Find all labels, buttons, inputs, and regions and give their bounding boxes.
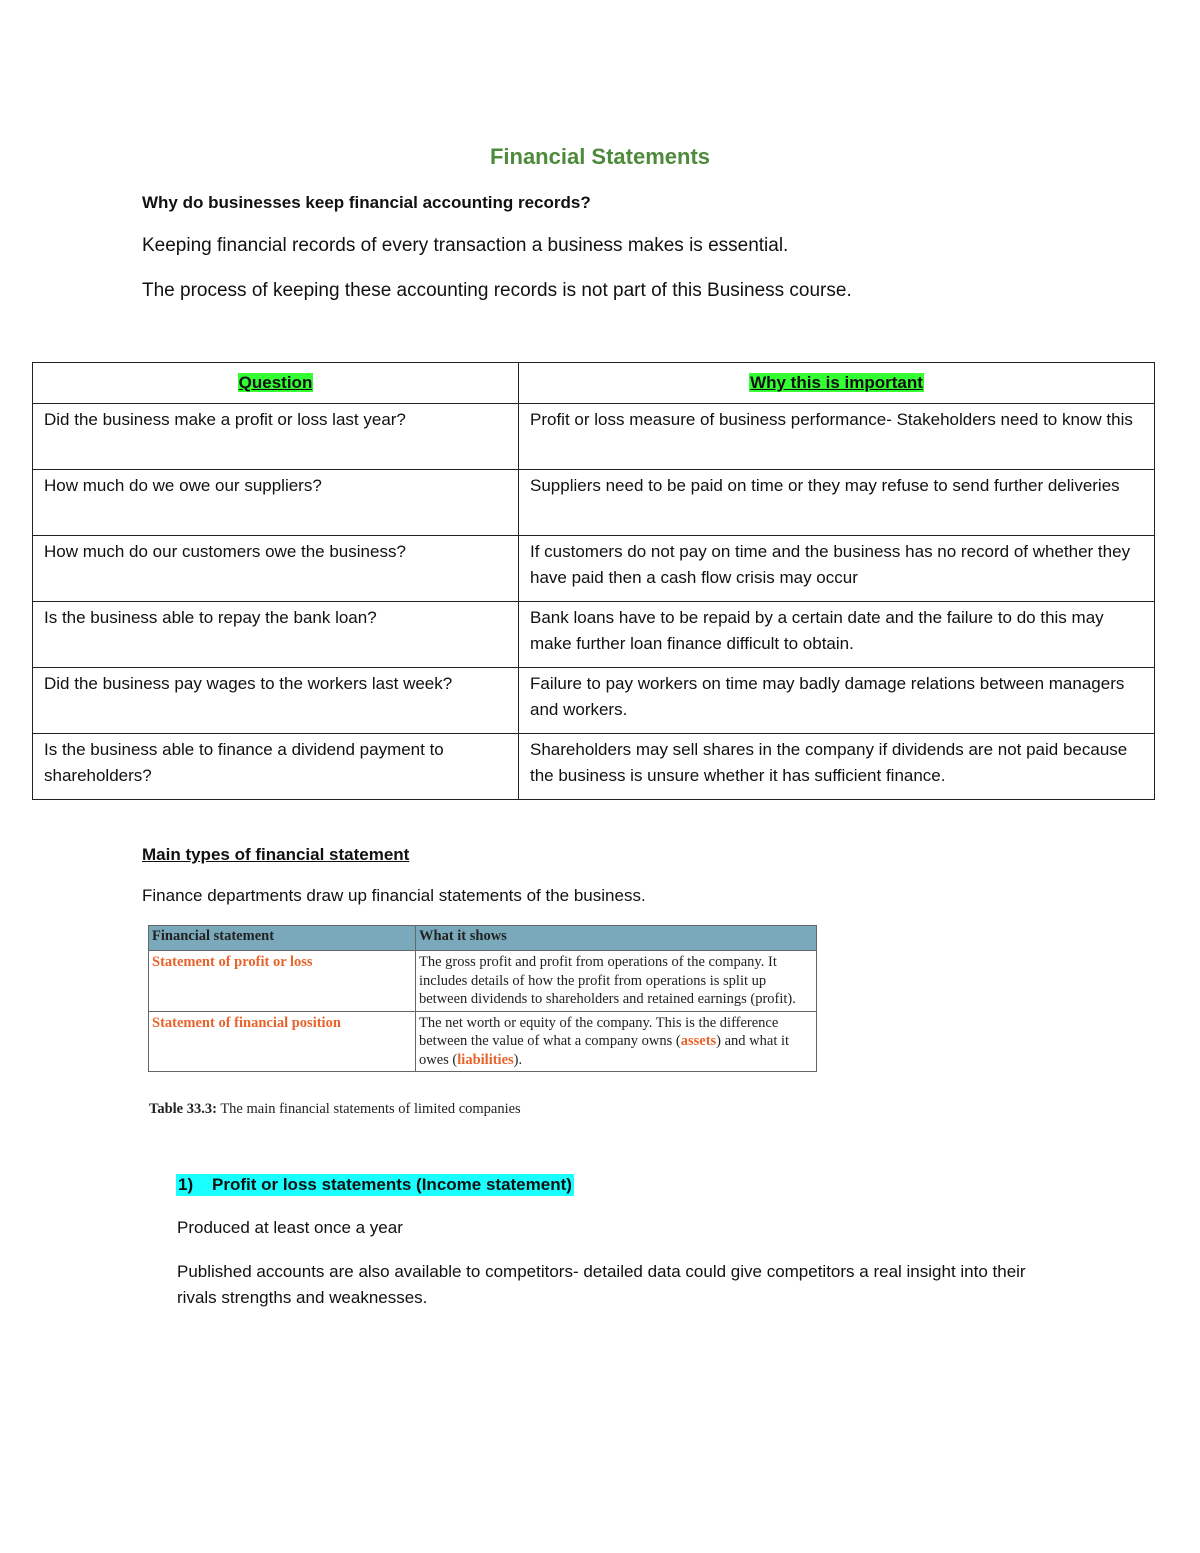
header-importance: Why this is important	[750, 373, 923, 392]
question-cell: Did the business make a profit or loss last year?	[33, 404, 519, 470]
question-cell: How much do our customers owe the business?	[33, 536, 519, 602]
table-row	[149, 1011, 817, 1072]
intro-paragraph-1: Keeping financial records of every transaction a business makes is essential.	[142, 235, 789, 256]
description-text: ).	[513, 1051, 523, 1068]
statement-name: Statement of financial position	[149, 1011, 416, 1072]
types-paragraph: Finance departments draw up financial statements of the business.	[142, 886, 646, 905]
statements-table-header-row	[149, 926, 817, 951]
importance-cell: Bank loans have to be repaid by a certain date and the failure to do this may make further loan finance difficult to obtain.	[519, 602, 1155, 668]
question-cell: How much do we owe our suppliers?	[33, 470, 519, 536]
header-statement: Financial statement	[149, 926, 416, 951]
table-row	[33, 668, 1155, 734]
financial-statements-table	[148, 925, 817, 1072]
description-text: ) and what it owes (	[419, 1033, 790, 1068]
question-cell: Did the business pay wages to the workers last week?	[33, 668, 519, 734]
section-title: Profit or loss statements (Income statement)	[212, 1175, 572, 1194]
importance-cell: Profit or loss measure of business performance- Stakeholders need to know this	[519, 404, 1155, 470]
table-caption	[149, 1101, 521, 1118]
question-cell: Is the business able to repay the bank loan?	[33, 602, 519, 668]
table-row	[33, 734, 1155, 800]
question-heading: Why do businesses keep financial accounting records?	[142, 193, 591, 212]
importance-cell: Failure to pay workers on time may badly damage relations between managers and workers.	[519, 668, 1155, 734]
header-question: Question	[238, 373, 313, 392]
table-row	[149, 951, 817, 1012]
header-shows: What it shows	[416, 926, 817, 951]
page-title: Financial Statements	[489, 144, 711, 169]
importance-cell: Shareholders may sell shares in the company if dividends are not paid because the business is unsure whether it has sufficient finance.	[519, 734, 1155, 800]
section-number: 1)	[178, 1175, 194, 1194]
importance-cell: If customers do not pay on time and the business has no record of whether they have paid then a cash flow crisis may occur	[519, 536, 1155, 602]
intro-paragraph-2: The process of keeping these accounting records is not part of this Business course.	[142, 280, 852, 301]
table-row	[33, 602, 1155, 668]
statement-description	[416, 1011, 817, 1072]
statement-description: The gross profit and profit from operations of the company. It includes details of how the profit from operations is split up between dividends to shareholders and retained earnings (profit).	[416, 951, 817, 1012]
statement-name: Statement of profit or loss	[149, 951, 416, 1012]
question-cell: Is the business able to finance a dividend payment to shareholders?	[33, 734, 519, 800]
importance-cell: Suppliers need to be paid on time or they may refuse to send further deliveries	[519, 470, 1155, 536]
section-paragraph-1: Produced at least once a year	[177, 1218, 403, 1237]
section-paragraph-2: Published accounts are also available to competitors- detailed data could give competitors a real insight into their rivals strengths and weaknesses.	[177, 1262, 1026, 1307]
types-heading: Main types of financial statement	[142, 845, 410, 864]
liabilities-term: liabilities	[457, 1051, 514, 1068]
questions-table-header-row	[33, 363, 1155, 404]
caption-label: Table 33.3:	[149, 1101, 217, 1117]
questions-table	[32, 362, 1155, 800]
table-row	[33, 404, 1155, 470]
table-row	[33, 470, 1155, 536]
assets-term: assets	[680, 1033, 717, 1049]
table-row	[33, 536, 1155, 602]
section-heading	[176, 1174, 574, 1196]
caption-text: The main financial statements of limited companies	[216, 1101, 521, 1117]
header-importance-cell	[519, 363, 1155, 404]
description-text: The net worth or equity of the company. This is the difference between the value of what a company owns (	[419, 1014, 779, 1049]
header-question-cell	[33, 363, 519, 404]
